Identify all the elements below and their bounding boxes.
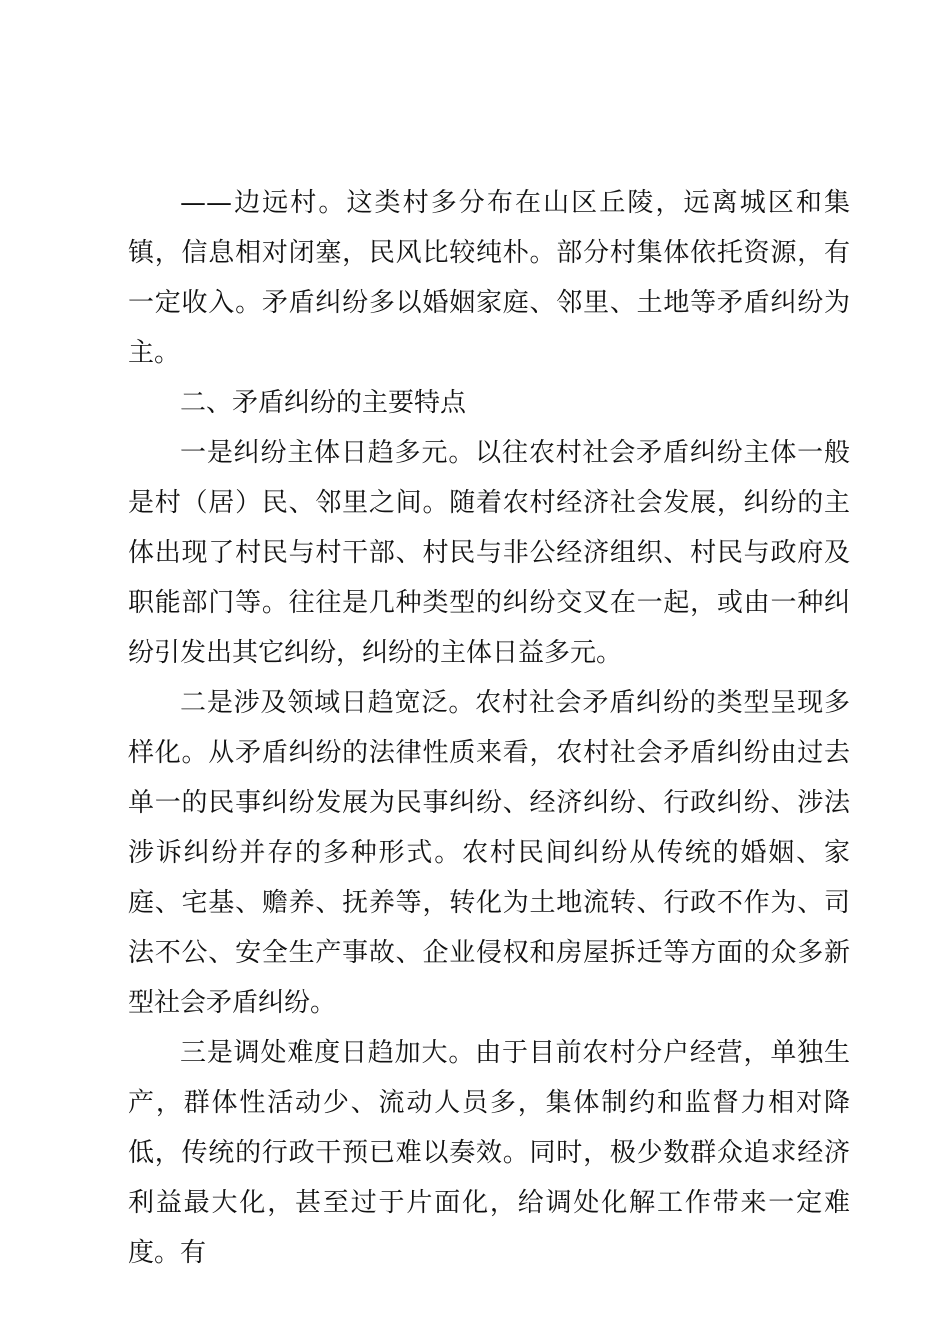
paragraph-remote-village: ——边远村。这类村多分布在山区丘陵，远离城区和集镇，信息相对闭塞，民风比较纯朴。部分村集体依托资源，有一定收入。矛盾纠纷多以婚姻家庭、邻里、土地等矛盾纠纷为主。 (128, 188, 850, 368)
section-heading-main-features: 二、矛盾纠纷的主要特点 (180, 388, 467, 418)
document-body (128, 178, 850, 1278)
paragraph-feature-three: 三是调处难度日趋加大。由于目前农村分户经营，单独生产，群体性活动少、流动人员多，集体制约和监督力相对降低，传统的行政干预已难以奏效。同时，极少数群众追求经济利益最大化，甚至过于片面化，给调处化解工作带来一定难度。有 (128, 1038, 850, 1268)
paragraph-feature-one: 一是纠纷主体日趋多元。以往农村社会矛盾纠纷主体一般是村（居）民、邻里之间。随着农村经济社会发展，纠纷的主体出现了村民与村干部、村民与非公经济组织、村民与政府及职能部门等。往往是几种类型的纠纷交叉在一起，或由一种纠纷引发出其它纠纷，纠纷的主体日益多元。 (128, 438, 850, 668)
paragraph-feature-two: 二是涉及领域日趋宽泛。农村社会矛盾纠纷的类型呈现多样化。从矛盾纠纷的法律性质来看，农村社会矛盾纠纷由过去单一的民事纠纷发展为民事纠纷、经济纠纷、行政纠纷、涉法涉诉纠纷并存的多种形式。农村民间纠纷从传统的婚姻、家庭、宅基、赡养、抚养等，转化为土地流转、行政不作为、司法不公、安全生产事故、企业侵权和房屋拆迁等方面的众多新型社会矛盾纠纷。 (128, 688, 850, 1018)
